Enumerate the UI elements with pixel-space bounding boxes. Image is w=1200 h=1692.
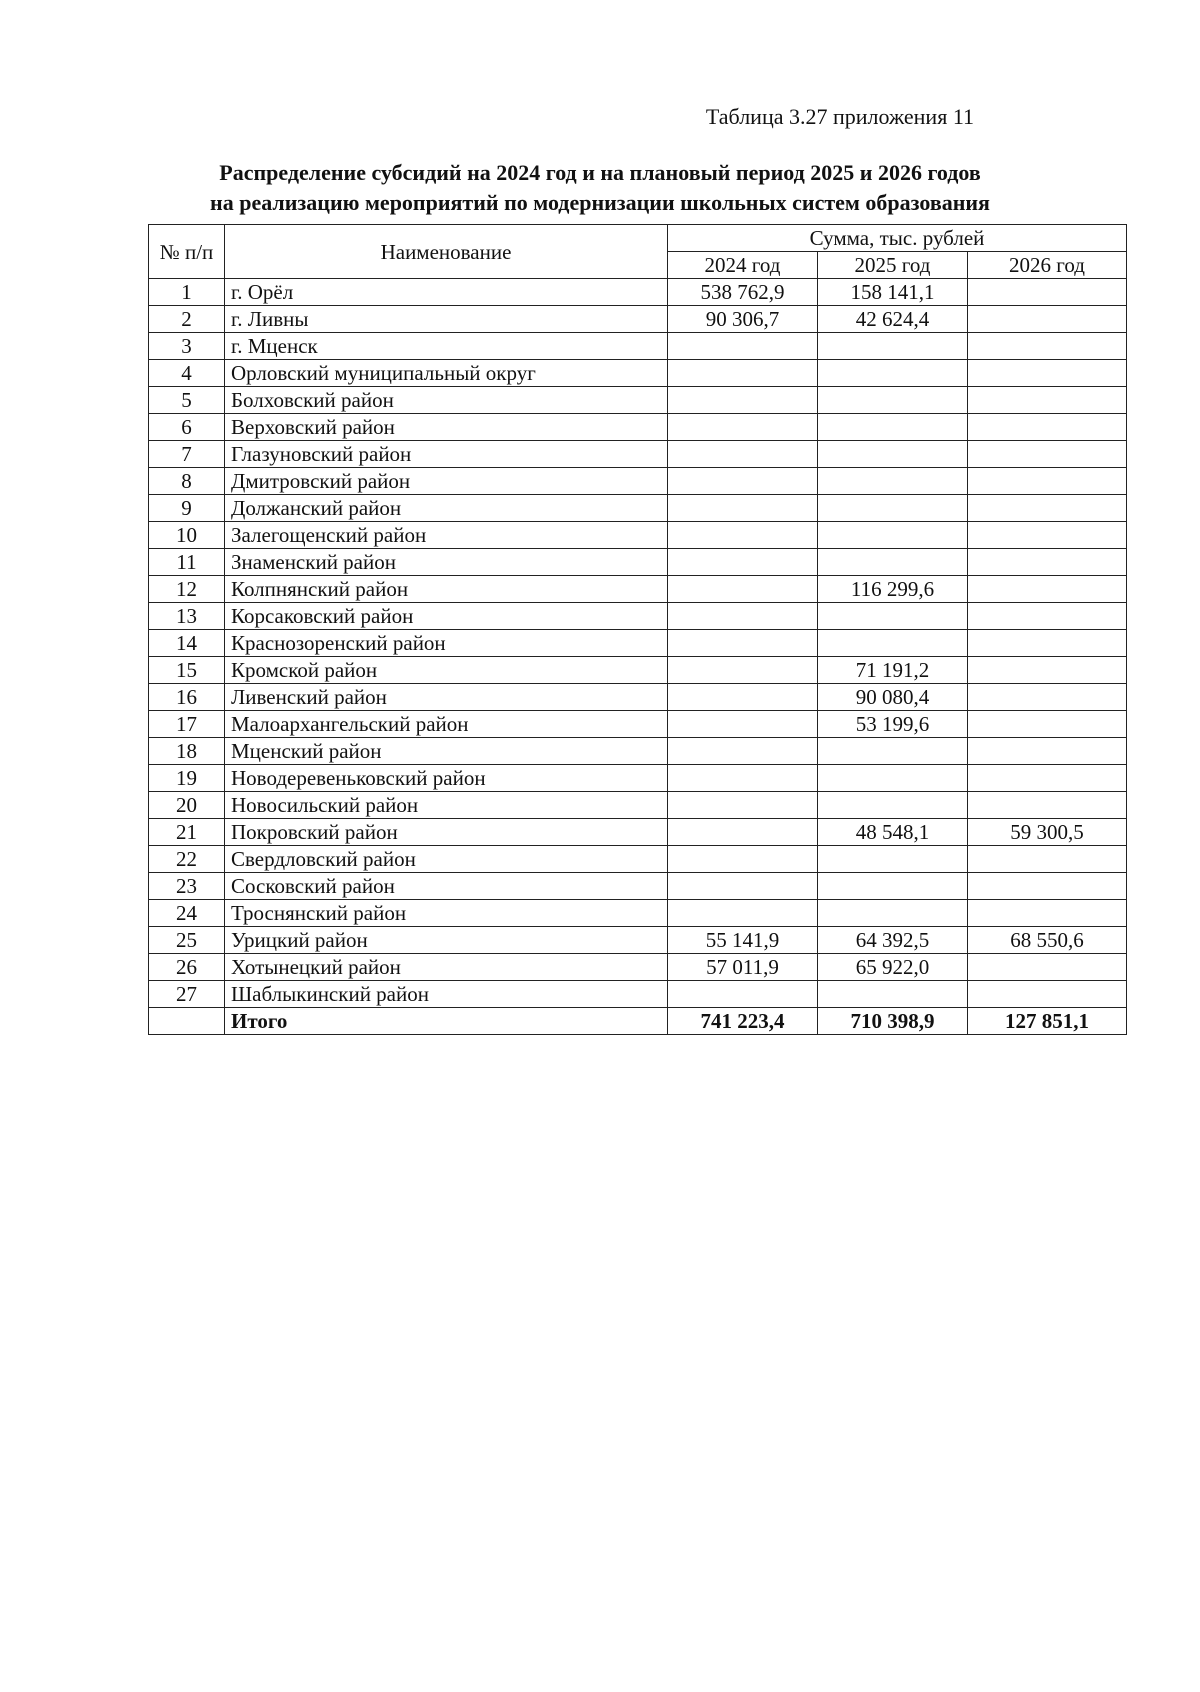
- row-value-2024: [668, 684, 818, 711]
- table-row: [149, 792, 1127, 819]
- column-header-2026: 2026 год: [968, 252, 1127, 279]
- row-name: г. Орёл: [225, 279, 668, 306]
- row-value-2026: [968, 684, 1127, 711]
- row-number: 12: [149, 576, 225, 603]
- table-row: [149, 468, 1127, 495]
- row-value-2025: [818, 630, 968, 657]
- table-row: [149, 738, 1127, 765]
- row-value-2024: [668, 981, 818, 1008]
- table-row: [149, 360, 1127, 387]
- row-name: Сосковский район: [225, 873, 668, 900]
- row-name: Новодеревеньковский район: [225, 765, 668, 792]
- row-value-2024: [668, 630, 818, 657]
- row-value-2024: [668, 846, 818, 873]
- header-row-1: [149, 225, 1127, 252]
- row-value-2026: [968, 495, 1127, 522]
- row-value-2026: [968, 846, 1127, 873]
- document-title: [0, 158, 1200, 218]
- row-value-2024: [668, 333, 818, 360]
- row-value-2025: [818, 792, 968, 819]
- table-row: [149, 576, 1127, 603]
- table-row: [149, 630, 1127, 657]
- row-value-2024: [668, 387, 818, 414]
- row-value-2025: [818, 387, 968, 414]
- row-name: Орловский муниципальный округ: [225, 360, 668, 387]
- row-number: 11: [149, 549, 225, 576]
- row-name: Хотынецкий район: [225, 954, 668, 981]
- row-value-2024: [668, 576, 818, 603]
- row-value-2025: 158 141,1: [818, 279, 968, 306]
- row-value-2025: 90 080,4: [818, 684, 968, 711]
- row-name: Троснянский район: [225, 900, 668, 927]
- row-name: Свердловский район: [225, 846, 668, 873]
- row-value-2026: [968, 441, 1127, 468]
- row-value-2024: [668, 468, 818, 495]
- row-name: Покровский район: [225, 819, 668, 846]
- table-row: [149, 495, 1127, 522]
- row-name: Знаменский район: [225, 549, 668, 576]
- row-name: Краснозоренский район: [225, 630, 668, 657]
- total-2024: 741 223,4: [668, 1008, 818, 1035]
- row-number: 14: [149, 630, 225, 657]
- row-number: 21: [149, 819, 225, 846]
- row-value-2025: 42 624,4: [818, 306, 968, 333]
- row-name: Малоархангельский район: [225, 711, 668, 738]
- row-name: Кромской район: [225, 657, 668, 684]
- row-value-2024: 538 762,9: [668, 279, 818, 306]
- total-number-cell: [149, 1008, 225, 1035]
- row-value-2024: 57 011,9: [668, 954, 818, 981]
- column-header-sum: Сумма, тыс. рублей: [668, 225, 1127, 252]
- row-name: Урицкий район: [225, 927, 668, 954]
- row-value-2024: [668, 441, 818, 468]
- row-name: г. Ливны: [225, 306, 668, 333]
- total-row: [149, 1008, 1127, 1035]
- row-value-2024: [668, 765, 818, 792]
- row-name: Должанский район: [225, 495, 668, 522]
- title-line-2: на реализацию мероприятий по модернизации школьных систем образования: [210, 190, 990, 215]
- row-name: Шаблыкинский район: [225, 981, 668, 1008]
- row-value-2024: [668, 873, 818, 900]
- row-name: Корсаковский район: [225, 603, 668, 630]
- table-row: [149, 900, 1127, 927]
- row-value-2026: [968, 630, 1127, 657]
- row-value-2024: [668, 603, 818, 630]
- row-name: Мценский район: [225, 738, 668, 765]
- row-name: Глазуновский район: [225, 441, 668, 468]
- row-value-2024: 90 306,7: [668, 306, 818, 333]
- row-name: Дмитровский район: [225, 468, 668, 495]
- row-number: 9: [149, 495, 225, 522]
- row-value-2025: 71 191,2: [818, 657, 968, 684]
- row-number: 16: [149, 684, 225, 711]
- table-row: [149, 846, 1127, 873]
- row-value-2026: [968, 711, 1127, 738]
- row-value-2024: [668, 711, 818, 738]
- row-number: 1: [149, 279, 225, 306]
- total-2026: 127 851,1: [968, 1008, 1127, 1035]
- row-value-2026: [968, 981, 1127, 1008]
- row-value-2026: [968, 576, 1127, 603]
- row-value-2025: [818, 873, 968, 900]
- row-number: 19: [149, 765, 225, 792]
- row-value-2025: [818, 846, 968, 873]
- row-number: 17: [149, 711, 225, 738]
- row-value-2026: [968, 657, 1127, 684]
- table-row: [149, 684, 1127, 711]
- row-name: Верховский район: [225, 414, 668, 441]
- row-value-2025: 64 392,5: [818, 927, 968, 954]
- subsidy-table: [148, 224, 1127, 1035]
- table-reference: Таблица 3.27 приложения 11: [705, 104, 974, 129]
- row-name: Ливенский район: [225, 684, 668, 711]
- row-value-2024: [668, 819, 818, 846]
- table-row: [149, 414, 1127, 441]
- table-footer: [149, 1008, 1127, 1035]
- table-row: [149, 954, 1127, 981]
- row-value-2024: [668, 360, 818, 387]
- table-row: [149, 306, 1127, 333]
- row-value-2024: 55 141,9: [668, 927, 818, 954]
- column-header-2024: 2024 год: [668, 252, 818, 279]
- table-row: [149, 711, 1127, 738]
- row-value-2025: [818, 522, 968, 549]
- table-body: [149, 279, 1127, 1008]
- row-number: 23: [149, 873, 225, 900]
- row-number: 4: [149, 360, 225, 387]
- row-value-2025: [818, 900, 968, 927]
- row-number: 6: [149, 414, 225, 441]
- table-row: [149, 819, 1127, 846]
- row-value-2026: [968, 792, 1127, 819]
- table-row: [149, 279, 1127, 306]
- row-name: Болховский район: [225, 387, 668, 414]
- table-header: [149, 225, 1127, 279]
- row-value-2025: [818, 360, 968, 387]
- row-number: 7: [149, 441, 225, 468]
- row-value-2026: [968, 873, 1127, 900]
- row-value-2026: [968, 306, 1127, 333]
- row-value-2024: [668, 900, 818, 927]
- table-row: [149, 657, 1127, 684]
- title-line-1: Распределение субсидий на 2024 год и на плановый период 2025 и 2026 годов: [219, 160, 981, 185]
- row-number: 26: [149, 954, 225, 981]
- row-name: Колпнянский район: [225, 576, 668, 603]
- row-value-2026: [968, 603, 1127, 630]
- total-2025: 710 398,9: [818, 1008, 968, 1035]
- row-number: 18: [149, 738, 225, 765]
- row-value-2024: [668, 657, 818, 684]
- row-value-2026: 59 300,5: [968, 819, 1127, 846]
- row-name: Новосильский район: [225, 792, 668, 819]
- row-value-2025: [818, 549, 968, 576]
- row-value-2025: [818, 765, 968, 792]
- row-value-2026: [968, 279, 1127, 306]
- row-value-2026: [968, 414, 1127, 441]
- row-value-2025: 116 299,6: [818, 576, 968, 603]
- row-value-2025: [818, 333, 968, 360]
- row-name: г. Мценск: [225, 333, 668, 360]
- row-number: 20: [149, 792, 225, 819]
- row-number: 8: [149, 468, 225, 495]
- column-header-name: Наименование: [225, 225, 668, 279]
- table-row: [149, 522, 1127, 549]
- row-value-2025: [818, 414, 968, 441]
- table-row: [149, 549, 1127, 576]
- row-value-2024: [668, 414, 818, 441]
- row-value-2025: [818, 441, 968, 468]
- table-row: [149, 765, 1127, 792]
- row-value-2026: [968, 549, 1127, 576]
- row-value-2024: [668, 522, 818, 549]
- table-row: [149, 333, 1127, 360]
- row-value-2024: [668, 495, 818, 522]
- row-number: 15: [149, 657, 225, 684]
- total-label: Итого: [225, 1008, 668, 1035]
- row-value-2025: 48 548,1: [818, 819, 968, 846]
- row-value-2026: [968, 360, 1127, 387]
- table-row: [149, 927, 1127, 954]
- row-number: 13: [149, 603, 225, 630]
- table-row: [149, 603, 1127, 630]
- row-value-2026: [968, 765, 1127, 792]
- row-number: 10: [149, 522, 225, 549]
- row-number: 27: [149, 981, 225, 1008]
- row-value-2024: [668, 549, 818, 576]
- row-value-2025: [818, 603, 968, 630]
- row-value-2025: [818, 738, 968, 765]
- row-number: 5: [149, 387, 225, 414]
- row-number: 24: [149, 900, 225, 927]
- table-row: [149, 387, 1127, 414]
- row-value-2025: 65 922,0: [818, 954, 968, 981]
- column-header-number: № п/п: [149, 225, 225, 279]
- row-number: 22: [149, 846, 225, 873]
- row-value-2025: [818, 495, 968, 522]
- row-value-2024: [668, 738, 818, 765]
- row-value-2026: [968, 468, 1127, 495]
- row-value-2024: [668, 792, 818, 819]
- row-value-2026: [968, 333, 1127, 360]
- row-number: 25: [149, 927, 225, 954]
- row-value-2025: [818, 468, 968, 495]
- row-value-2025: 53 199,6: [818, 711, 968, 738]
- row-name: Залегощенский район: [225, 522, 668, 549]
- table-row: [149, 981, 1127, 1008]
- table-row: [149, 873, 1127, 900]
- row-value-2026: [968, 954, 1127, 981]
- column-header-2025: 2025 год: [818, 252, 968, 279]
- row-value-2026: 68 550,6: [968, 927, 1127, 954]
- table-row: [149, 441, 1127, 468]
- row-value-2026: [968, 387, 1127, 414]
- row-number: 2: [149, 306, 225, 333]
- row-value-2025: [818, 981, 968, 1008]
- row-number: 3: [149, 333, 225, 360]
- row-value-2026: [968, 900, 1127, 927]
- row-value-2026: [968, 522, 1127, 549]
- row-value-2026: [968, 738, 1127, 765]
